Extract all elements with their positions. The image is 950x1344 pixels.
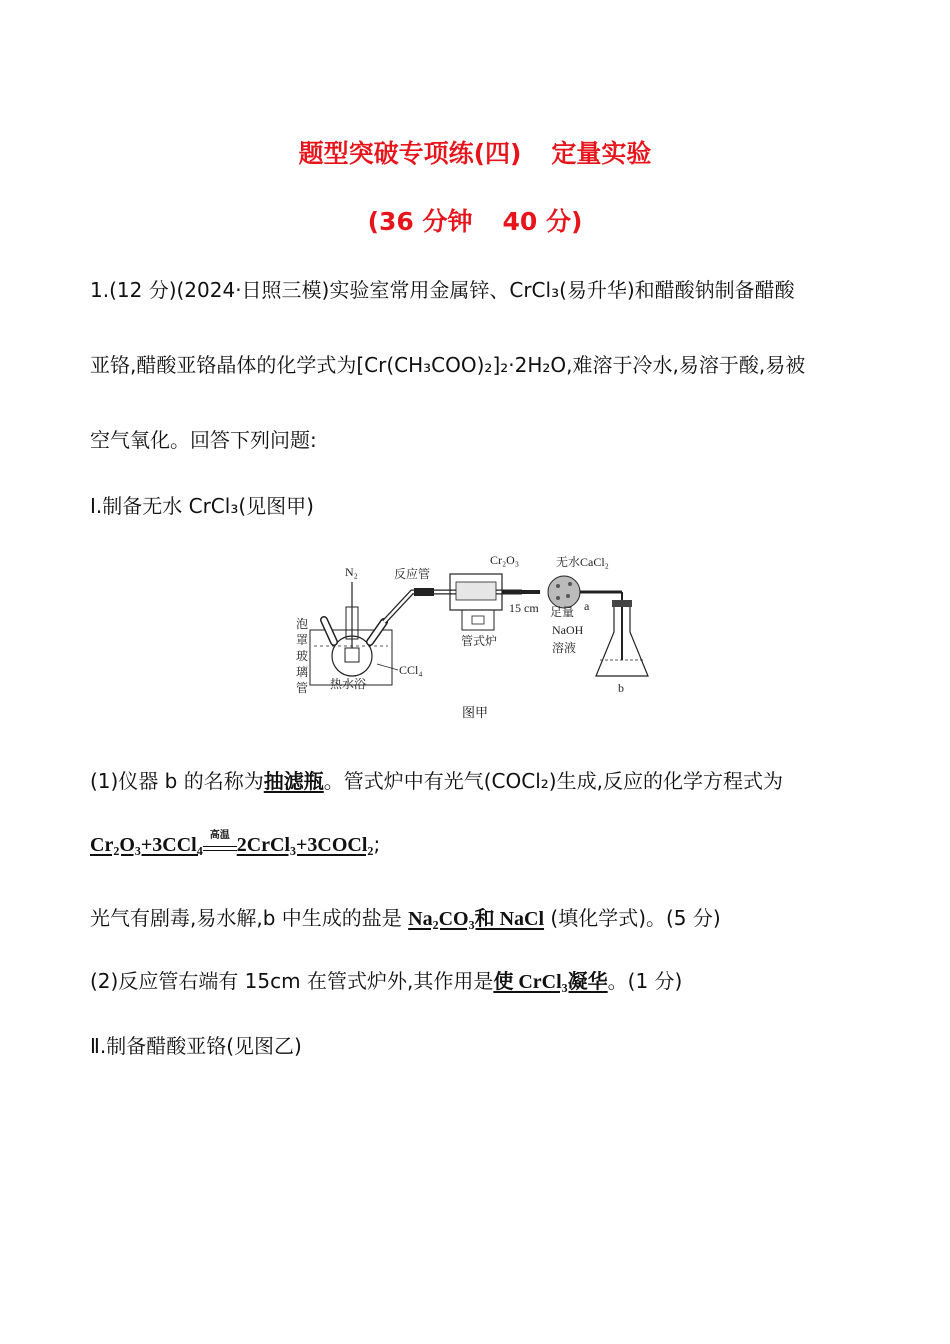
equation-end: ;	[373, 832, 381, 856]
tube-furnace-label: 管式炉	[461, 634, 498, 648]
answer-salts: Na₂CO₃和 NaCl	[408, 908, 545, 930]
q1-text-c: 光气有剧毒,易水解,b 中生成的盐是	[90, 906, 402, 930]
apparatus-diagram	[282, 552, 652, 727]
bubbler-label-5: 管	[296, 681, 309, 695]
part-1-heading: Ⅰ.制备无水 CrCl₃(见图甲)	[90, 494, 314, 518]
naoh-label: NaOH	[552, 623, 584, 637]
question-line-3: 空气氧化。回答下列问题:	[90, 428, 317, 452]
anhydrous-cacl2-label: 无水CaCl₂	[556, 555, 609, 569]
answer-instrument-b: 抽滤瓶	[263, 769, 324, 793]
answer-purpose: 使 CrCl₃凝华	[493, 971, 608, 993]
q1-text-d: (填化学式)。(5 分)	[550, 906, 721, 930]
bubbler-label-4: 璃	[296, 665, 309, 679]
q2-line	[90, 965, 880, 994]
bubbler-label-1: 泡	[296, 617, 309, 631]
reaction-tube-label: 反应管	[394, 567, 431, 581]
solution-label: 溶液	[552, 641, 577, 655]
equation-products: 2CrCl₃+3COCl₂	[236, 834, 374, 856]
b-label: b	[618, 681, 624, 695]
q1-text-a: (1)仪器 b 的名称为	[90, 769, 264, 793]
q1-line-1	[90, 765, 880, 794]
page-title	[0, 134, 950, 170]
ccl4-label: CCl₄	[399, 663, 423, 677]
reaction-condition	[203, 830, 237, 851]
n2-label: N₂	[345, 565, 358, 579]
q2-text-b: 。(1 分)	[607, 969, 683, 993]
time-text: (36 分钟	[367, 207, 473, 236]
title-topic: 定量实验	[551, 139, 652, 168]
hot-water-bath-label: 热水浴	[330, 677, 367, 691]
equation-reactants: Cr₂O₃+3CCl₄	[90, 834, 203, 856]
score-text: 40 分)	[502, 207, 583, 236]
bubbler-tube	[345, 648, 359, 662]
enough-label: 足量	[550, 605, 575, 619]
q1-equation	[90, 832, 880, 857]
q1-text-b: 。管式炉中有光气(COCl₂)生成,反应的化学方程式为	[323, 769, 783, 793]
length-label: 15 cm	[509, 601, 539, 615]
question-line-2: 亚铬,醋酸亚铬晶体的化学式为[Cr(CH₃COO)₂]₂·2H₂O,难溶于冷水,易溶于酸,易被	[90, 353, 806, 377]
figure-caption: 图甲	[461, 706, 488, 721]
title-main: 题型突破专项练(四)	[298, 139, 522, 168]
rubber-joint	[414, 588, 434, 596]
part-2-heading: Ⅱ.制备醋酸亚铬(见图乙)	[90, 1034, 302, 1058]
cr2o3-label: Cr₂O₃	[490, 553, 520, 567]
q2-text-a: (2)反应管右端有 15cm 在管式炉外,其作用是	[90, 969, 494, 993]
bubbler-label-2: 罩	[296, 633, 309, 647]
question-line-1: 1.(12 分)(2024·日照三模)实验室常用金属锌、CrCl₃(易升华)和醋酸钠制备醋酸	[90, 278, 795, 302]
q1-line-3	[90, 902, 880, 931]
condition-label: 高温	[209, 830, 230, 841]
drying-tube-cacl2	[548, 576, 580, 608]
time-score	[0, 202, 950, 238]
a-label: a	[584, 599, 590, 613]
bubbler-label-3: 玻	[296, 649, 309, 663]
